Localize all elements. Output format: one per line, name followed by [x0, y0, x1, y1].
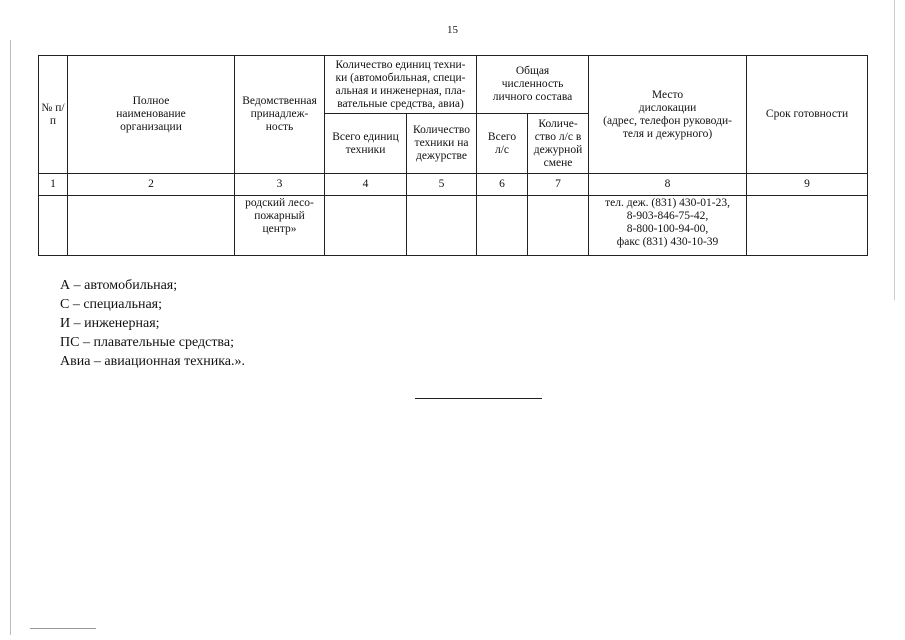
column-number: 4 — [325, 174, 407, 196]
header-vehicles-total: Всего единиц техники — [325, 114, 407, 174]
header-location: Место дислокации (адрес, телефон руководи- теля и дежурного) — [589, 56, 747, 174]
column-number: 2 — [68, 174, 235, 196]
header-vehicles-duty: Количество техники на дежурстве — [407, 114, 477, 174]
column-number: 3 — [235, 174, 325, 196]
column-number: 6 — [477, 174, 528, 196]
cell-vehicles-total — [325, 196, 407, 256]
forces-table — [38, 55, 868, 256]
separator-line — [415, 398, 542, 399]
column-number: 1 — [39, 174, 68, 196]
page-number: 15 — [447, 24, 458, 36]
header-staff-duty: Количе- ство л/с в дежурной смене — [528, 114, 589, 174]
header-staff-group: Общая численность личного состава — [477, 56, 589, 114]
footer-mark — [30, 628, 96, 629]
legend-item: С – специальная; — [60, 297, 162, 312]
header-staff-total: Всего л/с — [477, 114, 528, 174]
cell-department: родский лесо- пожарный центр» — [235, 196, 325, 256]
cell-num — [39, 196, 68, 256]
cell-staff-duty — [528, 196, 589, 256]
column-number: 7 — [528, 174, 589, 196]
legend-item: А – автомобильная; — [60, 278, 178, 293]
cell-org-name — [68, 196, 235, 256]
header-org-name: Полное наименование организации — [68, 56, 235, 174]
column-number-row — [39, 174, 868, 196]
column-number: 8 — [589, 174, 747, 196]
header-num: № п/п — [39, 56, 68, 174]
header-row-1 — [39, 56, 868, 114]
table-row — [39, 196, 868, 256]
scan-edge-right — [894, 0, 895, 300]
header-readiness: Срок готовности — [747, 56, 868, 174]
cell-location: тел. деж. (831) 430-01-23, 8-903-846-75-42, 8-800-100-94-00, факс (831) 430-10-39 — [589, 196, 747, 256]
cell-staff-total — [477, 196, 528, 256]
column-number: 5 — [407, 174, 477, 196]
legend-item: ПС – плавательные средства; — [60, 335, 234, 350]
scan-edge-left — [10, 40, 11, 635]
cell-vehicles-duty — [407, 196, 477, 256]
legend-item: Авиа – авиационная техника.». — [60, 354, 246, 369]
column-number: 9 — [747, 174, 868, 196]
cell-readiness — [747, 196, 868, 256]
legend-item: И – инженерная; — [60, 316, 160, 331]
header-vehicles-group: Количество единиц техни- ки (автомобильная, специ- альная и инженерная, пла- вательные средства, авиа) — [325, 56, 477, 114]
header-department: Ведомственная принадлеж- ность — [235, 56, 325, 174]
abbreviation-legend — [60, 276, 245, 371]
